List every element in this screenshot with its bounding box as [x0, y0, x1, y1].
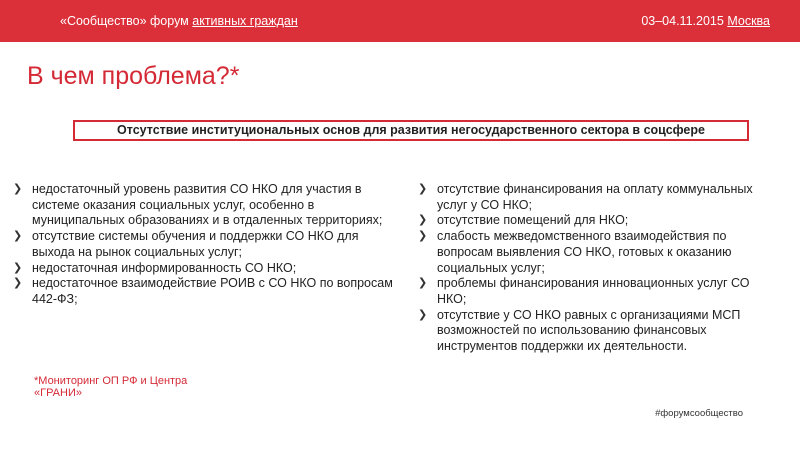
bullet-arrow-icon: ❯ [418, 214, 428, 227]
list-item-text: отсутствие системы обучения и поддержки СО НКО для выхода на рынок социальных услуг; [32, 229, 359, 259]
list-item [418, 213, 778, 229]
problems-list-left [13, 182, 396, 308]
bullet-arrow-icon: ❯ [13, 230, 23, 243]
bullet-arrow-icon: ❯ [13, 183, 23, 195]
list-item [13, 182, 396, 229]
forum-word: форум [150, 14, 189, 28]
list-item-text: отсутствие финансирования на оплату коммунальных услуг у СО НКО; [437, 182, 753, 212]
list-item [13, 229, 396, 260]
list-item-text: недостаточный уровень развития СО НКО для участия в системе оказания социальных услуг, особенно в муниципальных образованиях и в отдаленных территориях; [32, 182, 383, 228]
bullet-arrow-icon: ❯ [418, 308, 428, 321]
list-item-text: недостаточная информированность СО НКО; [32, 260, 297, 275]
list-item [13, 276, 396, 307]
community-label: «Сообщество» [60, 14, 147, 28]
problems-list-right [418, 182, 778, 355]
event-date-place [641, 14, 770, 28]
list-item-text: отсутствие помещений для НКО; [437, 213, 629, 228]
list-item [418, 276, 778, 307]
footnote-line-2: «ГРАНИ» [34, 387, 82, 399]
key-problem-banner: Отсутствие институциональных основ для развития негосударственного сектора в соцсфере [73, 120, 749, 141]
footnote-line-1: *Мониторинг ОП РФ и Центра [34, 375, 188, 387]
list-item [418, 182, 778, 213]
list-item-text: проблемы финансирования инновационных услуг СО НКО; [437, 276, 750, 306]
event-name [60, 14, 298, 28]
bullet-arrow-icon: ❯ [13, 277, 23, 290]
city-link[interactable]: Москва [727, 14, 770, 28]
list-item [418, 308, 778, 355]
bullet-arrow-icon: ❯ [418, 230, 428, 243]
list-item [13, 261, 396, 277]
active-citizens-link[interactable]: активных граждан [192, 14, 298, 28]
hashtag: #форумсообщество [655, 408, 743, 419]
list-item-text: недостаточное взаимодействие РОИВ с СО НКО по вопросам 442-ФЗ; [32, 276, 393, 306]
list-item [418, 229, 778, 276]
footnote [34, 375, 214, 399]
list-item-text: отсутствие у СО НКО равных с организациями МСП возможностей по использованию финансовых инструментов поддержки их деятельности. [437, 307, 741, 354]
header-bar [0, 0, 800, 42]
bullet-arrow-icon: ❯ [418, 277, 428, 290]
bullet-arrow-icon: ❯ [13, 261, 23, 274]
bullet-arrow-icon: ❯ [418, 183, 428, 195]
page-title: В чем проблема?* [27, 62, 240, 90]
event-dates: 03–04.11.2015 [641, 14, 724, 28]
list-item-text: слабость межведомственного взаимодействия по вопросам выявления СО НКО, готовых к оказанию социальных услуг; [437, 229, 732, 275]
